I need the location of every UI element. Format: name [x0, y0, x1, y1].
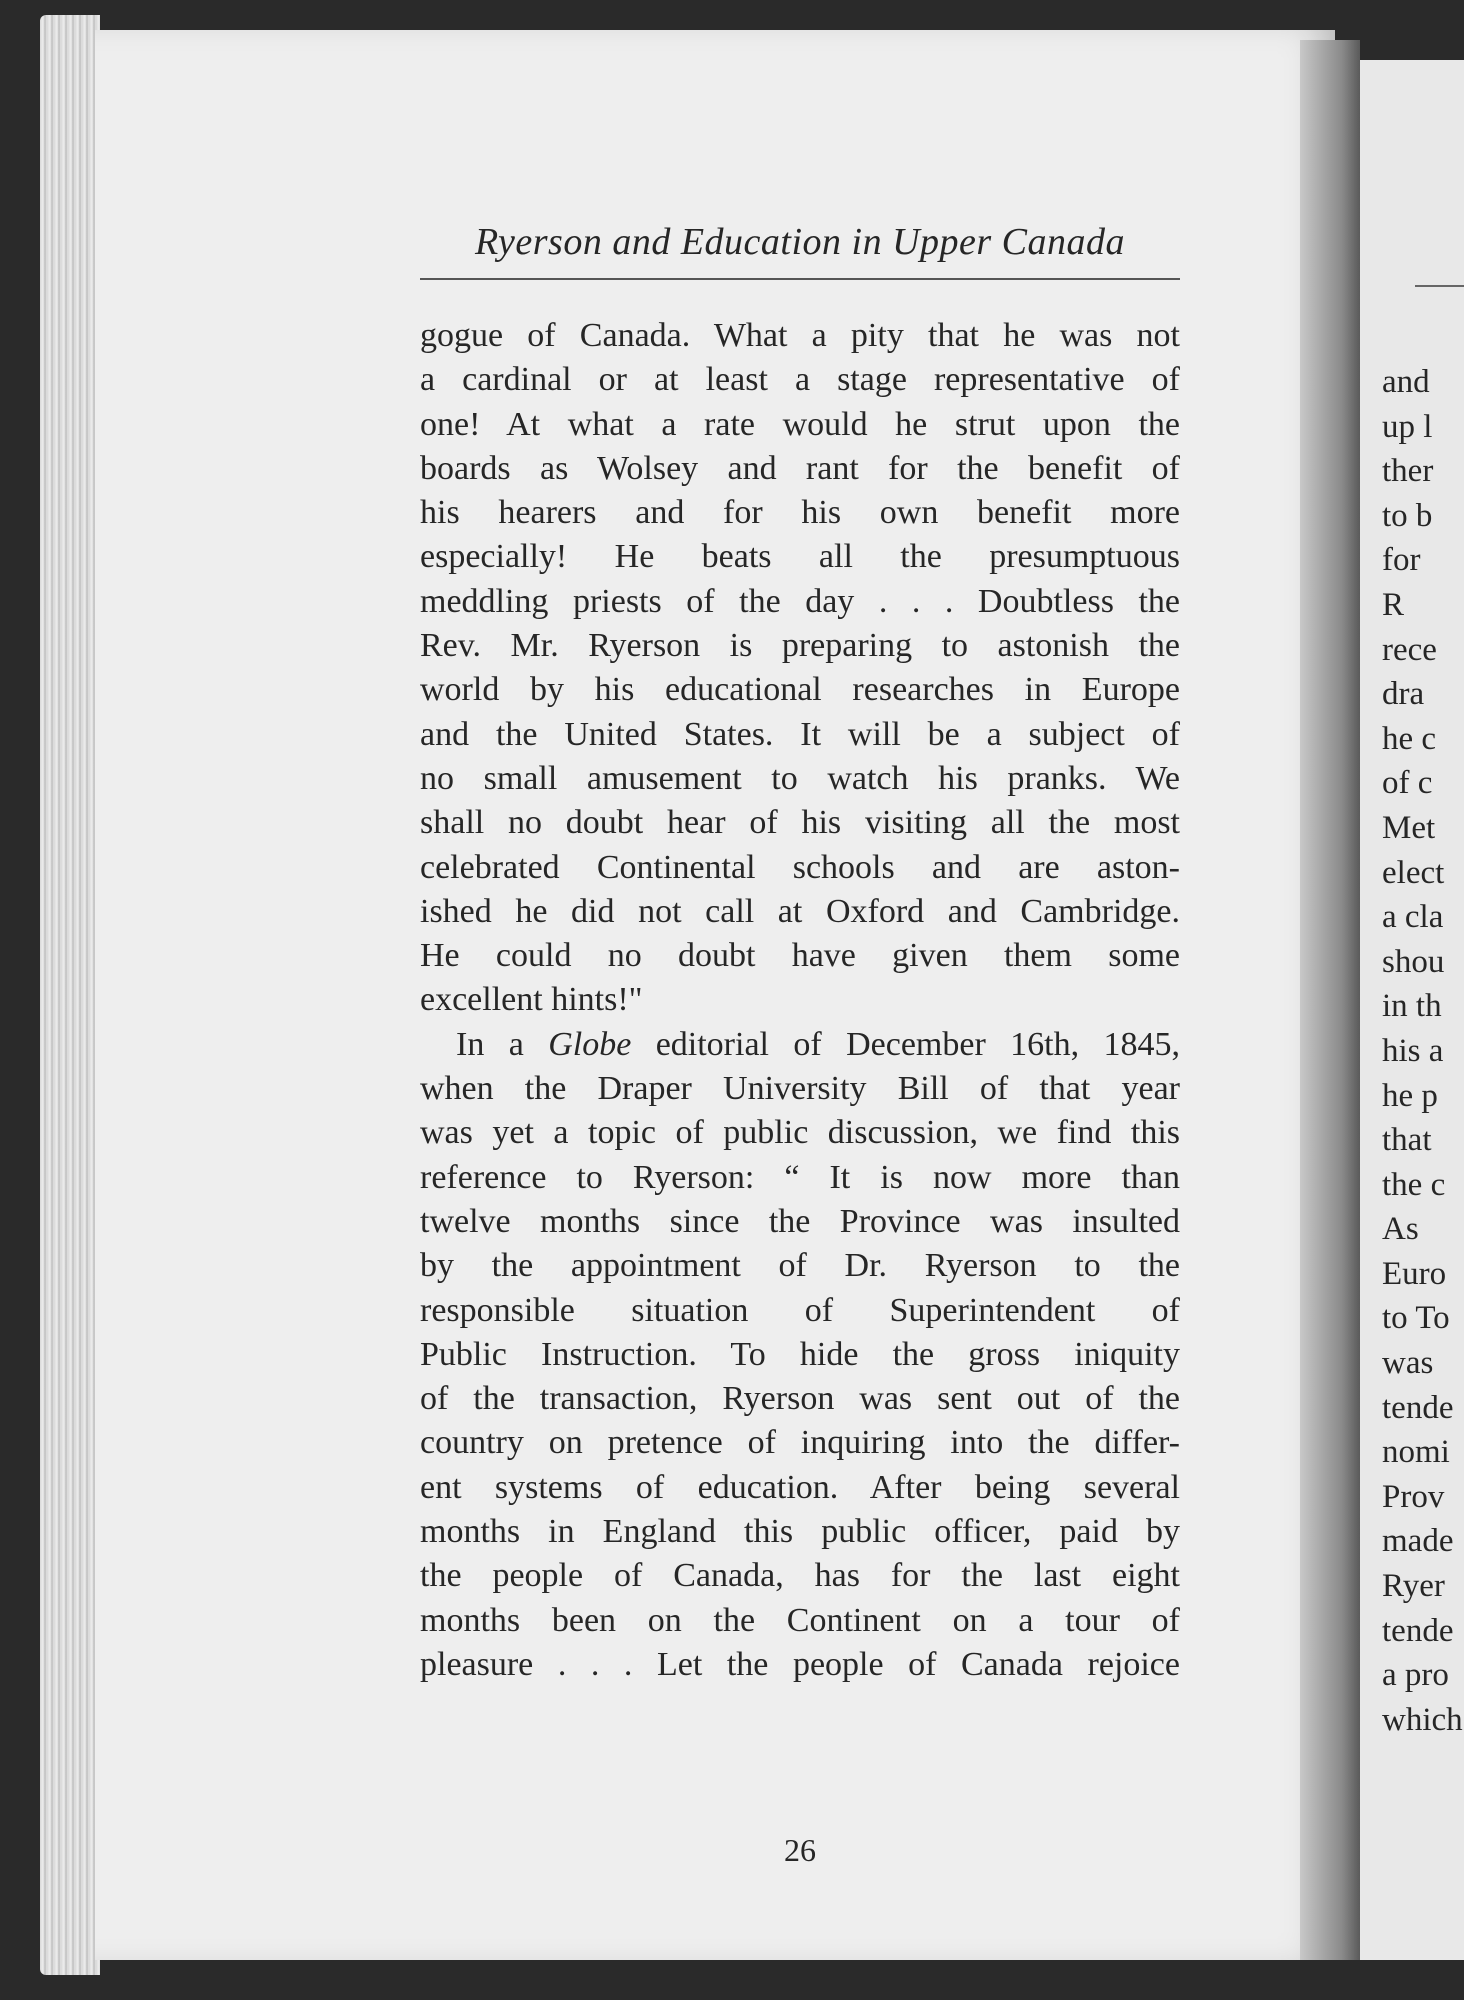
- text-line: celebrated Continental schools and are aston-: [420, 848, 1180, 886]
- facing-page-fragment: tende: [1382, 1389, 1454, 1426]
- text-line: months in England this public officer, paid by: [420, 1513, 1180, 1551]
- facing-page-fragment: elect: [1382, 854, 1445, 891]
- facing-page-fragment: R: [1382, 586, 1405, 623]
- text-line: the people of Canada, has for the last eight: [420, 1557, 1180, 1595]
- facing-page-rule: [1415, 285, 1464, 287]
- text-line: was yet a topic of public discussion, we find this: [420, 1114, 1180, 1152]
- body-text: [420, 314, 1180, 1687]
- text-line: boards as Wolsey and rant for the benefit of: [420, 449, 1180, 487]
- facing-page-fragment: his a: [1382, 1032, 1444, 1069]
- text-line: when the Draper University Bill of that year: [420, 1070, 1180, 1108]
- text-line: Public Instruction. To hide the gross iniquity: [420, 1335, 1180, 1373]
- facing-page-fragment: to b: [1382, 497, 1433, 534]
- text-line: meddling priests of the day . . . Doubtless the: [420, 582, 1180, 620]
- facing-page-fragment: made: [1382, 1523, 1454, 1560]
- text-line: twelve months since the Province was insulted: [420, 1202, 1180, 1240]
- facing-page-fragment: Ryer: [1382, 1568, 1445, 1605]
- text-line: ished he did not call at Oxford and Cambridge.: [420, 892, 1180, 930]
- facing-page-fragment: that: [1382, 1122, 1432, 1159]
- facing-page-fragment: of c: [1382, 765, 1433, 802]
- text-line: and the United States. It will be a subject of: [420, 715, 1180, 753]
- text-line: no small amusement to watch his pranks. We: [420, 759, 1180, 797]
- text-run: editorial of December 16th, 1845,: [631, 1025, 1180, 1063]
- text-line: reference to Ryerson: “ It is now more than: [420, 1158, 1180, 1196]
- facing-page-fragment: Prov: [1382, 1478, 1445, 1515]
- text-line: months been on the Continent on a tour of: [420, 1601, 1180, 1639]
- text-line: shall no doubt hear of his visiting all the most: [420, 804, 1180, 842]
- facing-page-fragment: Met: [1382, 809, 1436, 846]
- running-head: Ryerson and Education in Upper Canada: [474, 221, 1126, 263]
- newspaper-title: Globe: [548, 1025, 632, 1063]
- header-rule: [420, 278, 1180, 280]
- facing-page-fragment: and: [1382, 364, 1430, 400]
- paragraph-2-first-line: [420, 1023, 1180, 1067]
- text-line: his hearers and for his own benefit more: [420, 494, 1180, 532]
- paragraph-1: [420, 314, 1180, 1023]
- text-line: one! At what a rate would he strut upon the: [420, 405, 1180, 443]
- facing-page-fragment: rece: [1382, 631, 1437, 668]
- facing-page-fragment: to To: [1382, 1300, 1450, 1337]
- text-line: pleasure . . . Let the people of Canada rejoice: [420, 1645, 1180, 1683]
- page-number: 26: [784, 1832, 816, 1868]
- text-line: Rev. Mr. Ryerson is preparing to astonish the: [420, 627, 1180, 665]
- text-line: responsible situation of Superintendent of: [420, 1291, 1180, 1329]
- facing-page: [1360, 60, 1464, 1960]
- text-line: of the transaction, Ryerson was sent out of the: [420, 1380, 1180, 1418]
- facing-page-fragment: was: [1382, 1345, 1434, 1382]
- facing-page-fragment: up l: [1382, 408, 1433, 445]
- text-line: country on pretence of inquiring into the differ-: [420, 1424, 1180, 1462]
- facing-page-fragment: for: [1382, 542, 1421, 579]
- facing-page-fragment: ther: [1382, 453, 1434, 490]
- facing-page-fragment: As: [1382, 1211, 1419, 1248]
- facing-page-text: [1382, 360, 1463, 1742]
- text-line: excellent hints!": [420, 981, 643, 1019]
- facing-page-fragment: nomi: [1382, 1434, 1450, 1471]
- facing-page-fragment: he p: [1382, 1077, 1438, 1114]
- facing-page-fragment: tende: [1382, 1612, 1454, 1649]
- page-stack-edges: [40, 15, 100, 1975]
- text-line: gogue of Canada. What a pity that he was not: [420, 317, 1180, 354]
- text-line: by the appointment of Dr. Ryerson to the: [420, 1247, 1180, 1285]
- facing-page-fragment: he c: [1382, 720, 1437, 757]
- text-line: ent systems of education. After being several: [420, 1468, 1180, 1506]
- facing-page-fragment: in th: [1382, 988, 1442, 1025]
- facing-page-fragment: which: [1382, 1701, 1463, 1738]
- facing-page-fragment: a pro: [1382, 1657, 1449, 1694]
- facing-page-fragment: the c: [1382, 1166, 1446, 1203]
- paragraph-2: [420, 1023, 1180, 1687]
- text-line: especially! He beats all the presumptuous: [420, 538, 1180, 576]
- text-line: He could no doubt have given them some: [420, 937, 1180, 975]
- facing-page-fragment: Euro: [1382, 1255, 1447, 1292]
- text-run: In a: [456, 1025, 549, 1063]
- facing-page-fragment: a cla: [1382, 899, 1444, 936]
- text-line: a cardinal or at least a stage representative of: [420, 361, 1180, 399]
- facing-page-fragment: shou: [1382, 943, 1445, 980]
- text-line: world by his educational researches in Europe: [420, 671, 1180, 709]
- facing-page-fragment: dra: [1382, 676, 1425, 713]
- book-gutter: [1300, 40, 1360, 1960]
